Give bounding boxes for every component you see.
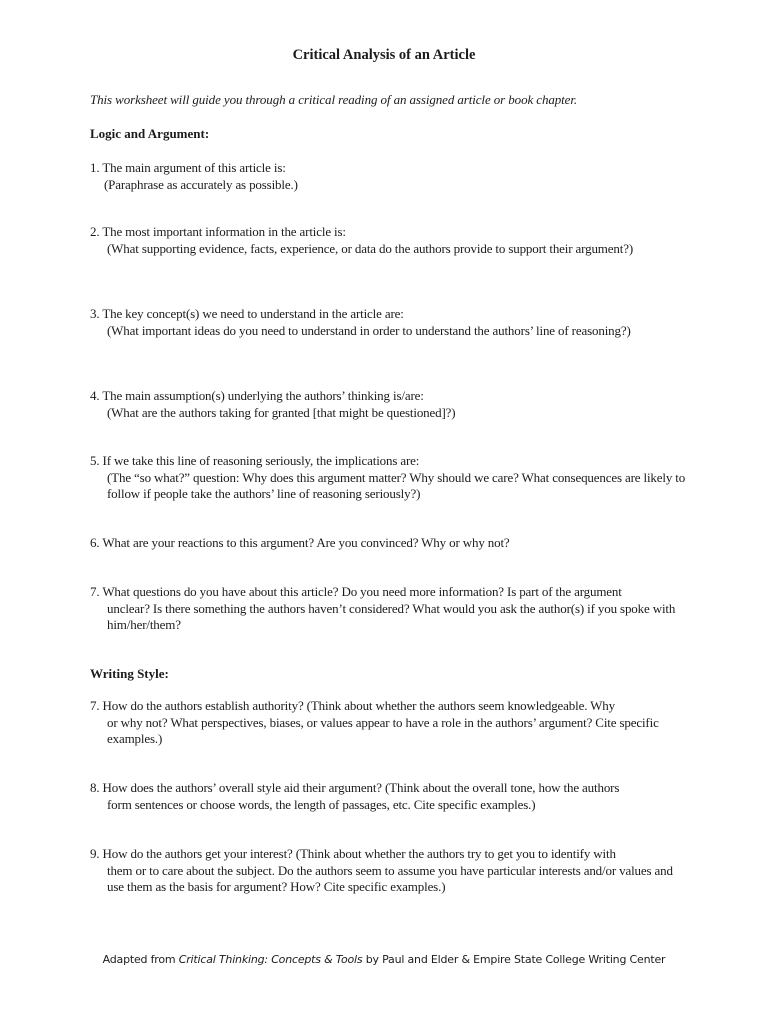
section-heading-logic: Logic and Argument:	[90, 126, 210, 141]
footer-book-title: Critical Thinking: Concepts & Tools	[178, 953, 363, 966]
question-prompt: 2. The most important information in the article is:	[90, 224, 346, 239]
question-style-8	[90, 780, 690, 813]
question-guidance: (Paraphrase as accurately as possible.)	[104, 176, 298, 192]
page-title: Critical Analysis of an Article	[292, 47, 476, 63]
question-guidance: (What are the authors taking for granted [that might be questioned]?)	[107, 404, 456, 420]
question-prompt: 8. How does the authors’ overall style aid their argument? (Think about the overall tone, how the authors	[90, 780, 620, 795]
section-heading-writing-style: Writing Style:	[90, 666, 169, 681]
question-guidance: unclear? Is there something the authors haven’t considered? What would you ask the author(s) if you spoke with him/her/them?	[107, 600, 676, 632]
question-guidance: them or to care about the subject. Do the authors seem to assume you have particular interests and/or values and use them as the basis for argument? How? Cite specific examples.)	[107, 862, 673, 894]
question-prompt: 5. If we take this line of reasoning seriously, the implications are:	[90, 453, 420, 468]
question-guidance: or why not? What perspectives, biases, or values appear to have a role in the authors’ argument? Cite specific examples.)	[107, 714, 659, 746]
footer-suffix: by Paul and Elder & Empire State College Writing Center	[362, 953, 666, 966]
question-guidance: (What supporting evidence, facts, experience, or data do the authors provide to support their argument?)	[107, 240, 634, 256]
question-1	[90, 160, 690, 193]
intro-text: This worksheet will guide you through a critical reading of an assigned article or book chapter.	[90, 92, 578, 107]
question-5	[90, 453, 690, 503]
question-guidance: form sentences or choose words, the length of passages, etc. Cite specific examples.)	[107, 796, 536, 812]
question-prompt: 1. The main argument of this article is:	[90, 160, 286, 175]
question-7	[90, 584, 690, 634]
question-guidance: (The “so what?” question: Why does this argument matter? Why should we care? What consequences are likely to follow if people take the authors’ line of reasoning seriously?)	[107, 469, 686, 501]
attribution-footer	[0, 953, 768, 966]
question-style-7	[90, 698, 690, 748]
question-2	[90, 224, 690, 257]
question-4	[90, 388, 690, 421]
question-prompt: 7. What questions do you have about this article? Do you need more information? Is part of the argument	[90, 584, 622, 599]
question-6	[90, 535, 690, 552]
question-prompt: 3. The key concept(s) we need to understand in the article are:	[90, 306, 404, 321]
question-prompt: 9. How do the authors get your interest? (Think about whether the authors try to get you to identify with	[90, 846, 616, 861]
footer-prefix: Adapted from	[102, 953, 179, 966]
question-prompt: 7. How do the authors establish authority? (Think about whether the authors seem knowledgeable. Why	[90, 698, 615, 713]
question-prompt: 6. What are your reactions to this argument? Are you convinced? Why or why not?	[90, 535, 510, 550]
question-guidance: (What important ideas do you need to understand in order to understand the authors’ line of reasoning?)	[107, 322, 631, 338]
question-3	[90, 306, 690, 339]
question-style-9	[90, 846, 690, 896]
question-prompt: 4. The main assumption(s) underlying the authors’ thinking is/are:	[90, 388, 424, 403]
